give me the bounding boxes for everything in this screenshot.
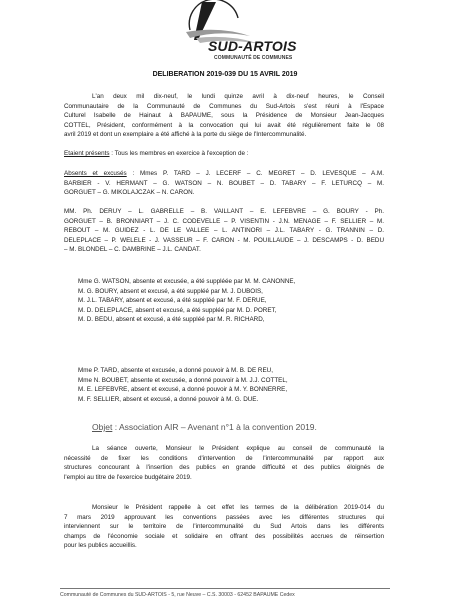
rappel-line: pour les publics accueillis. (64, 542, 137, 550)
objet-label: Objet (92, 422, 113, 432)
footer-address: Communauté de Communes du SUD-ARTOIS - 5, rue Neuve – C.S. 30003 - 62452 BAPAUME Cedex (60, 592, 295, 598)
pouvoir-line: Mme P. TARD, absente et excusée, a donné pouvoir à M. B. DE REU, (78, 367, 273, 374)
mm-line: DELEPLACE – P. WELELE - J. VASSEUR – F. CARON - M. POUILLAUDE – J. DESCAMPS - D. BEDU (64, 236, 384, 244)
pouvoir-line: M. F. SELLIER, absent et excusé, a donné pouvoir à M. G. DUE. (78, 395, 259, 403)
seance-line: structures concourant à l'insertion des publics en grande difficulté et des publics éloignés de (64, 464, 384, 472)
suppleant-line: M. G. BOURY, absent et excusé, a été suppléé par M. J. DUBOIS, (78, 287, 263, 295)
presents-line (64, 149, 384, 159)
pouvoir-line: M. E. LEFEBVRE, absent et excusé, a donné pouvoir à M. Y. BONNERRE, (78, 386, 288, 394)
rappel-line: champs de l'économie sociale et solidaire en offrant des possibilités accrues de réinsertion (64, 532, 384, 540)
presents-text: : Tous les membres en exercice à l'exception de : (109, 150, 249, 157)
logo-subtitle: COMMUNAUTÉ DE COMMUNES (214, 55, 293, 61)
absents-paragraph (64, 169, 384, 198)
mm-line: GORGUET – B. BRONNIART – J. C. CODEVELLE – P. VISENTIN - J.N. MENAGE – F. SELLIER – M. (64, 217, 384, 225)
intro-line: Culturel Isabelle de Hainaut à BAPAUME, sous la Présidence de Monsieur Jean-Jacques (64, 112, 384, 120)
mm-line: REBOUT – M. GUIDEZ - L. DE LE VALLEE – L. ANTINORI – J.L. TABARY - G. TRANNIN – D. (64, 227, 384, 235)
intro-line: Communautaire de la Communauté de Communes du Sud-Artois s'est réuni à l'Espace (64, 102, 384, 110)
suppleant-line: M. D. BEDU, absent et excusé, a été suppléé par M. R. RICHARD, (78, 316, 265, 324)
absents-line: : Mmes P. TARD – J. LECERF – C. MEGRET – D. LEVESQUE – A.M. (126, 170, 384, 177)
footer-divider (60, 588, 390, 589)
suppleants-list (78, 277, 398, 325)
deliberation-title: DELIBERATION 2019-039 DU 15 AVRIL 2019 (152, 71, 298, 78)
pouvoirs-list (78, 366, 398, 404)
absents-line: GORGUET – G. MIKOLAJCZAK – N. CARON. (64, 189, 195, 197)
intro-paragraph (64, 92, 384, 140)
pouvoir-line: Mme N. BOUBET, absente et excusée, a donné pouvoir à M. J.J. COTTEL, (78, 376, 288, 384)
rappel-line: interviennent sur le territoire de l'intercommunalité du Sud Artois dans les différents (64, 523, 384, 531)
presents-label: Etaient présents (64, 150, 110, 157)
suppleant-line: M. D. DELEPLACE, absent et excusé, a été suppléé par M. D. PORET, (78, 306, 277, 314)
intro-line: L'an deux mil dix-neuf, le lundi quinze avril à dix-neuf heures, le Conseil (92, 93, 384, 100)
objet-text: : Association AIR – Avenant n°1 à la convention 2019. (112, 422, 317, 432)
absents-label: Absents et excusés (64, 170, 127, 177)
intro-line: avril 2019 et dont un exemplaire a été affiché à la porte du siège de l'Intercommunalité. (64, 131, 307, 139)
rappel-line: 7 mars 2019 approuvant les conventions passées avec les différentes structures qui (64, 513, 384, 521)
suppleant-line: M. J.L. TABARY, absent et excusé, a été suppléé par M. F. DERUE, (78, 297, 267, 305)
absents-line: BARBIER - V. HERMANT – G. WATSON – N. BOUBET – D. TABARY – F. LETURCQ – M. (64, 179, 384, 187)
mm-paragraph (64, 207, 384, 255)
seance-line: l'emploi au titre de l'exercice budgétaire 2019. (64, 473, 192, 481)
logo-name: SUD-ARTOIS (208, 38, 297, 54)
seance-line: nécessité de fixer les conditions d'intervention de l'intercommunalité par rapport aux (64, 454, 384, 462)
mm-line: – M. BLONDEL – C. DAMBRINE – J.L. CANDAT. (64, 246, 201, 254)
seance-line: La séance ouverte, Monsieur le Président explique au conseil de communauté la (92, 445, 384, 452)
suppleant-line: Mme G. WATSON, absente et excusée, a été suppléée par M. M. CANONNE, (78, 278, 296, 285)
objet-heading (92, 422, 317, 432)
rappel-paragraph (64, 503, 384, 551)
intro-line: COTTEL, Président, conformément à la convocation qui lui avait été régulièrement faite le 08 (64, 121, 384, 129)
mm-line: MM. Ph. DERUY – L. GABRELLE – B. VAILLANT – E. LEFEBVRE – G. BOURY - Ph. (64, 208, 384, 215)
seance-paragraph (64, 444, 384, 482)
rappel-line: Monsieur le Président rappelle à cet effet les termes de la délibération 2019-014 du (92, 504, 384, 511)
sud-artois-logo (150, 0, 300, 66)
